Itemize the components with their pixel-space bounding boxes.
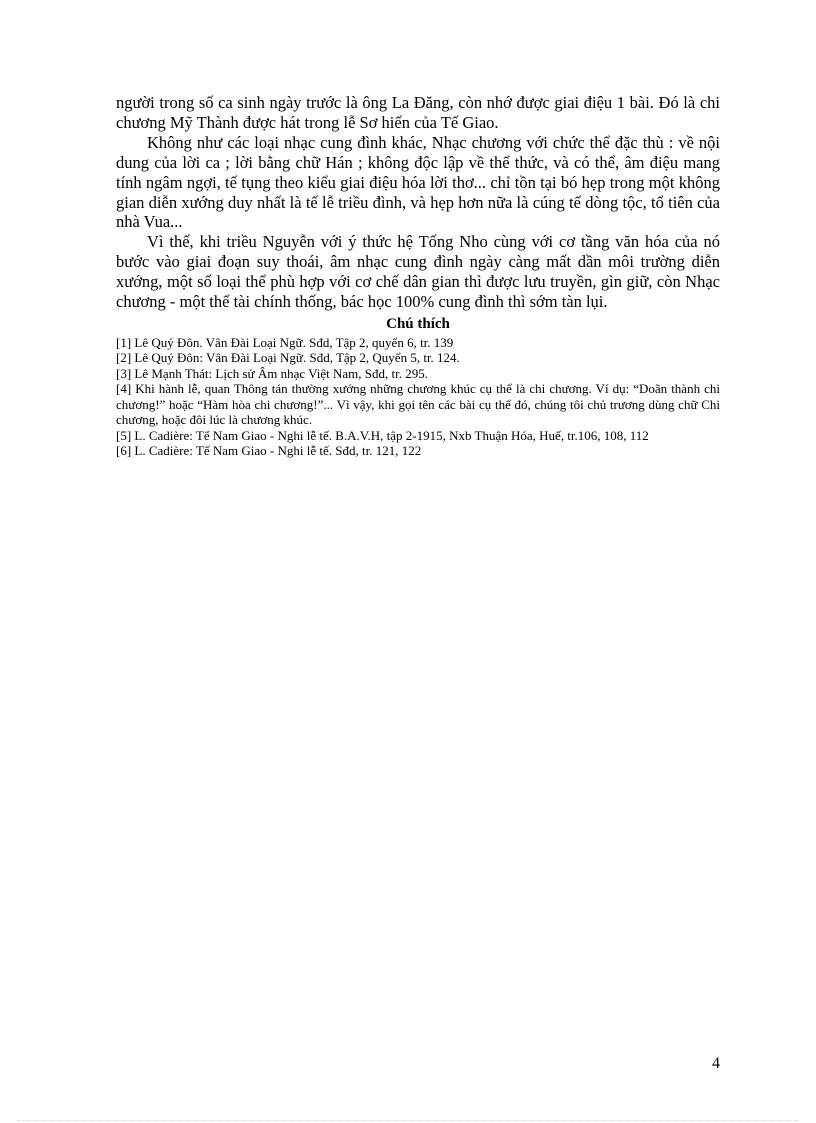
notes-list [116,335,720,459]
notes-heading: Chú thích [386,315,450,332]
note-item: [1] Lê Quý Đôn. Vân Đài Loại Ngữ. Sđd, Tập 2, quyển 6, tr. 139 [116,334,454,350]
body-paragraph: Vì thế, khi triều Nguyễn với ý thức hệ Tống Nho cùng với cơ tầng văn hóa của nó bước vào giai đoạn suy thoái, âm nhạc cung đình ngày càng mất dần môi trường diễn xướng, một số loại thể phù hợp với cơ chế dân gian thì được lưu truyền, gìn giữ, còn Nhạc chương - một thể tài chính thống, bác học 100% cung đình thì sớm tàn lụi. [116,232,720,312]
note-item: [3] Lê Mạnh Thát: Lịch sử Âm nhạc Việt Nam, Sđd, tr. 295. [116,365,428,381]
note-item: [6] L. Cadière: Tế Nam Giao - Nghi lễ tế. Sđd, tr. 121, 122 [116,443,422,459]
note-item: [4] Khi hành lễ, quan Thông tán thường xướng những chương khúc cụ thể là chi chương. Ví dụ: “Doãn thành chi chương!” hoặc “Hàm hòa chi chương!”... Vì vậy, khi gọi tên các bài cụ thể đó, chúng tôi chủ trương dùng chữ Chi chương, hoặc đôi lúc là chương khúc. [116,381,720,428]
page-content [116,93,720,459]
note-item: [2] Lê Quý Đôn: Vân Đài Loại Ngữ. Sđd, Tập 2, Quyển 5, tr. 124. [116,350,460,366]
note-item: [5] L. Cadière: Tế Nam Giao - Nghi lễ tế. B.A.V.H, tập 2-1915, Nxb Thuận Hóa, Huế, tr.106, 108, 112 [116,427,649,443]
page-bottom-divider [18,1120,798,1121]
page-number: 4 [712,1055,720,1072]
body-paragraph: Không như các loại nhạc cung đình khác, Nhạc chương với chức thể đặc thù : về nội dung của lời ca ; lời bằng chữ Hán ; không độc lập về thể thức, và có thể, âm điệu mang tính ngâm ngợi, tế tụng theo kiểu giai điệu hóa lời thơ... chỉ tồn tại bó hẹp trong một không gian diễn xướng duy nhất là tế lễ triều đình, và hẹp hơn nữa là cúng tế dòng tộc, tổ tiên của nhà Vua... [116,132,720,232]
body-paragraph-continuation: người trong số ca sinh ngày trước là ông La Đăng, còn nhớ được giai điệu 1 bài. Đó là chi chương Mỹ Thành được hát trong lễ Sơ hiến của Tế Giao. [116,93,720,132]
